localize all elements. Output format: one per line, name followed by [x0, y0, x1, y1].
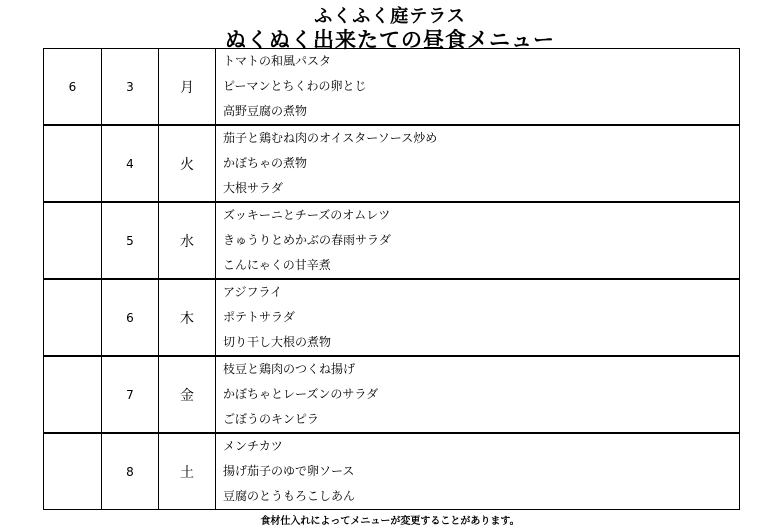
dish-item: 枝豆と鶏肉のつくね揚げ	[223, 362, 356, 376]
weekday-cell: 金	[159, 356, 216, 433]
dishes-cell	[216, 125, 740, 202]
weekday-cell: 土	[159, 433, 216, 510]
dishes-cell	[216, 356, 740, 433]
menu-day-row	[44, 356, 740, 433]
dish-item: 高野豆腐の煮物	[223, 104, 308, 118]
menu-table-body	[44, 49, 740, 510]
weekday-cell: 木	[159, 279, 216, 356]
month-cell	[44, 279, 102, 356]
menu-day-row	[44, 433, 740, 510]
month-cell	[44, 125, 102, 202]
dish-item: 茄子と鶏むね肉のオイスターソース炒め	[223, 131, 438, 145]
dish-item: ズッキーニとチーズのオムレツ	[223, 208, 391, 222]
menu-day-row	[44, 125, 740, 202]
dish-item: こんにゃくの甘辛煮	[223, 258, 331, 272]
dish-item: トマトの和風パスタ	[223, 54, 332, 68]
menu-day-row	[44, 49, 740, 126]
dishes-cell	[216, 433, 740, 510]
footer-note: 食材仕入れによってメニューが変更することがあります。	[260, 516, 520, 527]
dish-item: きゅうりとめかぶの春雨サラダ	[223, 233, 391, 247]
lunch-menu-table	[43, 48, 740, 510]
dish-item: かぼちゃの煮物	[223, 156, 308, 170]
weekday-cell: 火	[159, 125, 216, 202]
month-cell	[44, 356, 102, 433]
dish-item: 切り干し大根の煮物	[223, 335, 332, 349]
menu-day-row	[44, 202, 740, 279]
page-subtitle: ぬくぬく出来たての昼食メニュー	[225, 28, 555, 52]
dish-item: ピーマンとちくわの卵とじ	[223, 79, 367, 93]
month-cell	[44, 433, 102, 510]
dish-item: アジフライ	[223, 285, 283, 299]
dish-item: かぼちゃとレーズンのサラダ	[223, 387, 379, 401]
day-cell: 6	[102, 279, 159, 356]
dishes-cell	[216, 202, 740, 279]
dish-item: メンチカツ	[223, 439, 283, 453]
dishes-cell	[216, 279, 740, 356]
weekday-cell: 水	[159, 202, 216, 279]
menu-day-row	[44, 279, 740, 356]
day-cell: 4	[102, 125, 159, 202]
weekday-cell: 月	[159, 49, 216, 126]
month-cell: 6	[44, 49, 102, 126]
day-cell: 5	[102, 202, 159, 279]
day-cell: 7	[102, 356, 159, 433]
day-cell: 3	[102, 49, 159, 126]
page-title: ふくふく庭テラス	[314, 6, 466, 27]
dish-item: ポテトサラダ	[223, 310, 295, 324]
dish-item: 豆腐のとうもろこしあん	[223, 489, 356, 503]
dish-item: 大根サラダ	[223, 181, 283, 195]
day-cell: 8	[102, 433, 159, 510]
dishes-cell	[216, 49, 740, 126]
dish-item: 揚げ茄子のゆで卵ソース	[223, 464, 355, 478]
month-cell	[44, 202, 102, 279]
dish-item: ごぼうのキンピラ	[223, 412, 319, 426]
